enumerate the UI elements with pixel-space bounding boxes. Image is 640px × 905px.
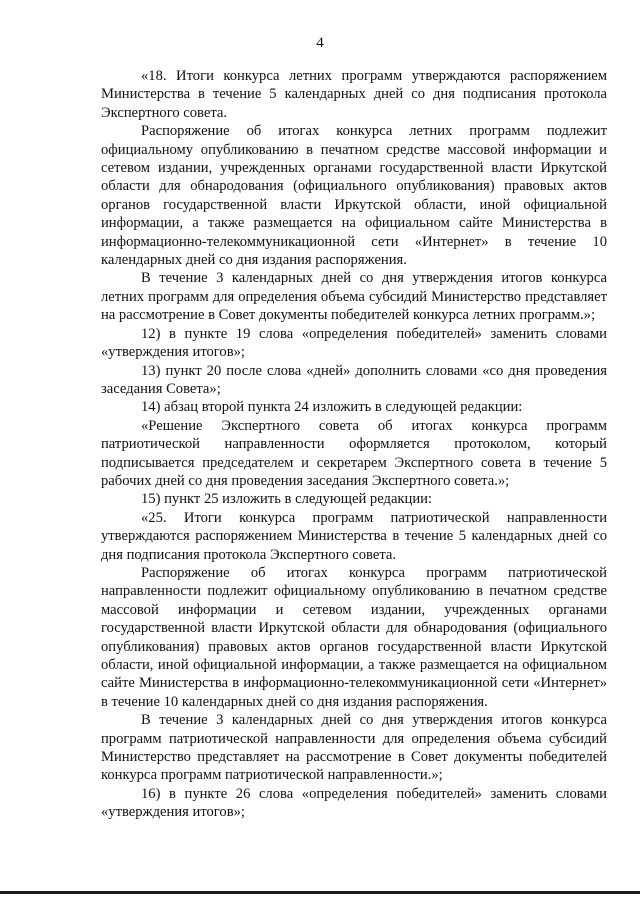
paragraph-patriotic-submission: В течение 3 календарных дней со дня утверждения итогов конкурса программ патриотической направленности для определения объема субсидий Министерство представляет на рассмотрение в Совет документы победителей конкурса программ патриотической направленности.»;	[101, 712, 607, 784]
paragraph-amendment-14: 14) абзац второй пункта 24 изложить в следующей редакции:	[141, 399, 523, 416]
document-body	[101, 67, 607, 822]
page-bottom-edge	[0, 891, 640, 894]
paragraph-amendment-16: 16) в пункте 26 слова «определения победителей» заменить словами «утверждения итогов»;	[101, 785, 607, 821]
paragraph-amendment-13: 13) пункт 20 после слова «дней» дополнить словами «со дня проведения заседания Совета»;	[101, 362, 607, 397]
paragraph-summer-publication: Распоряжение об итогах конкурса летних программ подлежит официальному опубликованию в печатном средстве массовой информации и сетевом издании, учрежденных органами государственной власти Иркутской области для обнародования (официального опубликования) правовых актов органов государственной власти Иркутской области, иной официальной информации, а также размещается на официальном сайте Министерства в информационно-телекоммуникационной сети «Интернет» в течение 10 календарных дней со дня издания распоряжения.	[101, 123, 607, 269]
page-number: 4	[316, 35, 324, 51]
paragraph-expert-decision: «Решение Экспертного совета об итогах конкурса программ патриотической направленности оформляется протоколом, который подписывается председателем и секретарем Экспертного совета в течение 5 рабочих дней со дня проведения заседания Экспертного совета.»;	[101, 417, 607, 489]
paragraph-item-18: «18. Итоги конкурса летних программ утверждаются распоряжением Министерства в течение 5 календарных дней со дня подписания протокола Экспертного совета.	[101, 68, 607, 121]
paragraph-amendment-12: 12) в пункте 19 слова «определения победителей» заменить словами «утверждения итогов»;	[101, 325, 607, 361]
paragraph-amendment-15: 15) пункт 25 изложить в следующей редакции:	[141, 491, 432, 508]
paragraph-item-25: «25. Итоги конкурса программ патриотической направленности утверждаются распоряжением Министерства в течение 5 календарных дней со дня подписания протокола Экспертного совета.	[101, 509, 607, 563]
paragraph-patriotic-publication: Распоряжение об итогах конкурса программ патриотической направленности подлежит официальному опубликованию в печатном средстве массовой информации и сетевом издании, учрежденных органами государственной власти Иркутской области для обнародования (официального опубликования) правовых актов органов государственной власти Иркутской области, иной официальной информации, а также размещается на официальном сайте Министерства в информационно-телекоммуникационной сети «Интернет» в течение 10 календарных дней со дня издания распоряжения.	[101, 564, 607, 710]
paragraph-summer-submission: В течение 3 календарных дней со дня утверждения итогов конкурса летних программ для определения объема субсидий Министерство представляет на рассмотрение в Совет документы победителей конкурса летних программ.»;	[101, 270, 607, 324]
